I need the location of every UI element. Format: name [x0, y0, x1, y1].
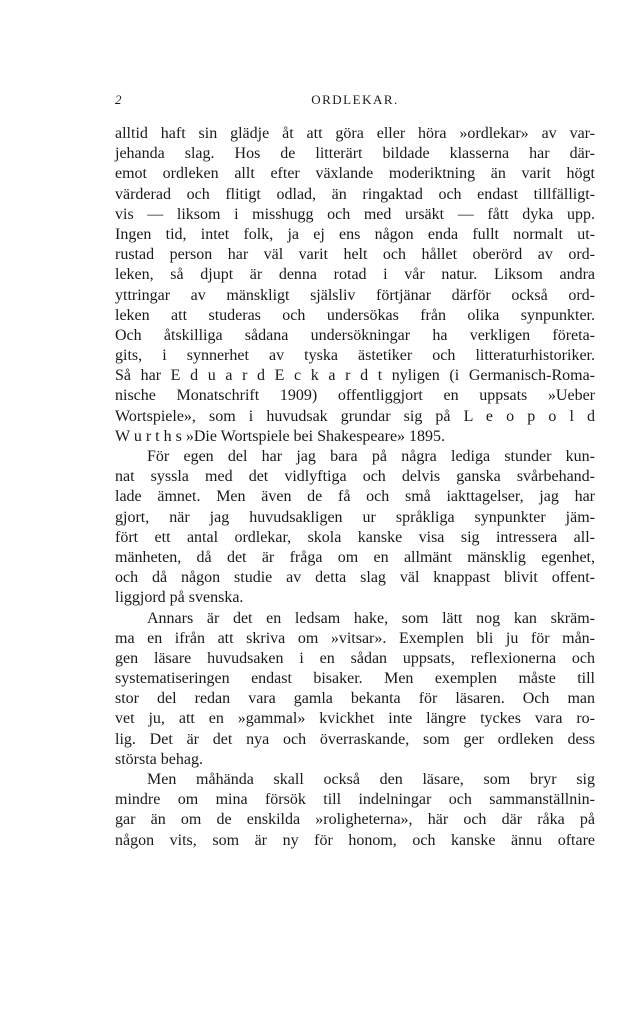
text-line: leken, så djupt är denna rotad i vår natur. Liksom andra — [115, 266, 595, 284]
page-header — [115, 92, 595, 112]
text-line: stor del redan vara gamla bekanta för läsaren. Och man — [115, 690, 595, 708]
text-line: yttringar av mänskligt själsliv förtjänar därför också ord- — [115, 286, 595, 304]
text-line: och då någon studie av detta slag väl knappast blivit offent- — [115, 569, 595, 587]
text-line: mindre om mina försök till indelningar och sammanställnin- — [115, 791, 595, 809]
text-line: emot ordleken allt efter växlande moderiktning än varit högt — [115, 165, 595, 183]
text-line: gen läsare huvudsaken i en sådan uppsats, reflexionerna och — [115, 649, 595, 667]
text-line: nische Monatschrift 1909) offentliggjort en uppsats »Ueber — [115, 387, 595, 405]
text-line: mänheten, då det är fråga om en allmänt mänsklig egenhet, — [115, 548, 595, 566]
text-line: Annars är det en ledsam hake, som lätt nog kan skräm- — [147, 609, 595, 627]
text-line: värderad och flitigt odlad, än ringaktad och endast tillfälligt- — [115, 185, 595, 203]
body-text — [115, 124, 595, 851]
text-line: jehanda slag. Hos de litterärt bildade klasserna har där- — [115, 145, 595, 163]
text-line: För egen del har jag bara på några lediga stunder kun- — [147, 448, 595, 465]
page-number: 2 — [115, 92, 123, 107]
text-line: lig. Det är det nya och överraskande, som ger ordleken dess — [115, 730, 595, 748]
text-line: vet ju, att en »gammal» kvickhet inte längre tyckes vara ro- — [115, 710, 595, 728]
text-line: någon vits, som är ny för honom, och kanske ännu oftare — [115, 831, 595, 849]
text-line: gits, i synnerhet av tyska ästetiker och litteraturhistoriker. — [115, 347, 595, 365]
text-line: gjort, när jag huvudsakligen ur språkliga synpunkter jäm- — [115, 508, 595, 526]
text-line: alltid haft sin glädje åt att göra eller höra »ordlekar» av var- — [115, 125, 595, 142]
text-line: W u r t h s »Die Wortspiele bei Shakespeare» 1895. — [115, 427, 446, 445]
text-line: Wortspiele», som i huvudsak grundar sig på L e o p o l d — [115, 407, 595, 425]
text-line: nat syssla med det vidlyftiga och delvis ganska svårbehand- — [115, 468, 595, 486]
running-title: ORDLEKAR. — [311, 92, 399, 107]
text-line: leken att studeras och undersökas från olika synpunkter. — [115, 306, 595, 324]
text-line: Ingen tid, intet folk, ja ej ens någon enda fullt normalt ut- — [115, 225, 595, 243]
text-line: fört ett antal ordlekar, skola kanske visa sig intressera all- — [115, 528, 595, 546]
text-line: rustad person har väl varit helt och hållet oberörd av ord- — [115, 246, 595, 264]
text-line: systematiseringen endast bisaker. Men exemplen måste till — [115, 670, 595, 688]
text-line: Så har E d u a r d E c k a r d t nyligen (i Germanisch-Roma- — [115, 367, 595, 385]
text-line: största behag. — [115, 750, 203, 768]
text-line: Och åtskilliga sådana undersökningar ha verkligen företa- — [115, 326, 595, 344]
text-line: Men måhända skall också den läsare, som bryr sig — [147, 771, 595, 788]
text-line: vis — liksom i misshugg och med ursäkt — fått dyka upp. — [115, 205, 595, 223]
text-line: liggjord på svenska. — [115, 589, 244, 607]
text-line: ma en ifrån att skriva om »vitsar». Exemplen bli ju för mån- — [115, 629, 595, 647]
text-line: lade ämnet. Men även de få och små iakttagelser, jag har — [115, 488, 595, 506]
text-line: gar än om de enskilda »roligheterna», här och där råka på — [115, 811, 595, 829]
